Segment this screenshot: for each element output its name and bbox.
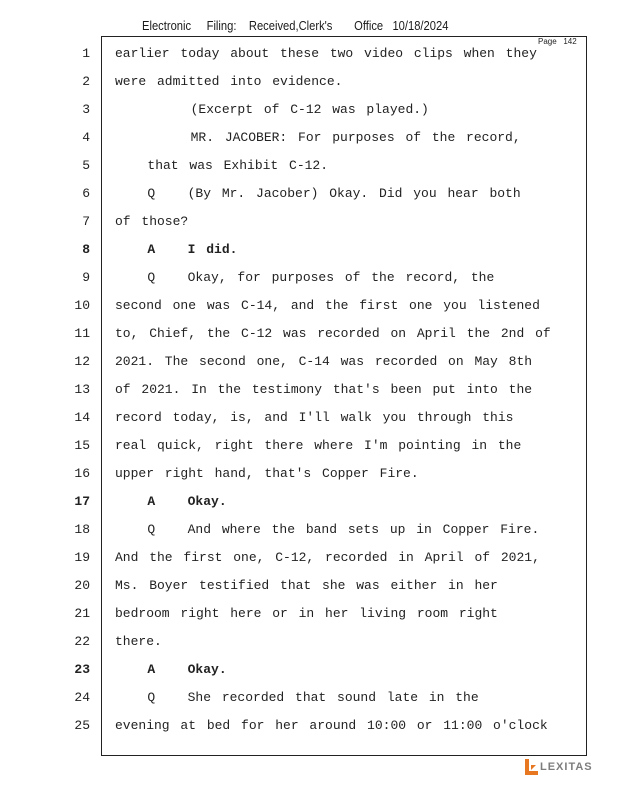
lexitas-logo bbox=[525, 758, 593, 776]
transcript-line-text: Ms. Boyer testified that she was either in her bbox=[115, 578, 498, 593]
line-number: 3 bbox=[82, 102, 90, 117]
transcript-line-text: evening at bed for her around 10:00 or 11:00 o'clock bbox=[115, 718, 548, 733]
line-number: 13 bbox=[74, 382, 90, 397]
transcript-line-text: that was Exhibit C-12. bbox=[115, 158, 329, 173]
line-number: 7 bbox=[82, 214, 90, 229]
transcript-line-text: A Okay. bbox=[115, 662, 227, 677]
line-number: 20 bbox=[74, 578, 90, 593]
line-number: 11 bbox=[74, 326, 90, 341]
line-number: 22 bbox=[74, 634, 90, 649]
transcript-line-text: And the first one, C-12, recorded in April of 2021, bbox=[115, 550, 540, 565]
lexitas-logo-icon bbox=[525, 759, 538, 775]
transcript-line-text: record today, is, and I'll walk you through this bbox=[115, 410, 514, 425]
page-number: Page 142 bbox=[538, 37, 577, 46]
line-number: 16 bbox=[74, 466, 90, 481]
line-number: 4 bbox=[82, 130, 90, 145]
line-number: 18 bbox=[74, 522, 90, 537]
transcript-line-text: A I did. bbox=[115, 242, 238, 257]
transcript-line-text: were admitted into evidence. bbox=[115, 74, 343, 89]
transcript-line-text: A Okay. bbox=[115, 494, 227, 509]
transcript-line-text: bedroom right here or in her living room right bbox=[115, 606, 498, 621]
transcript-line-text: of those? bbox=[115, 214, 189, 229]
line-number: 1 bbox=[82, 46, 90, 61]
line-number: 5 bbox=[82, 158, 90, 173]
transcript-line-text: Q (By Mr. Jacober) Okay. Did you hear both bbox=[115, 186, 521, 201]
line-number: 21 bbox=[74, 606, 90, 621]
transcript-line-text: earlier today about these two video clips when they bbox=[115, 46, 537, 61]
transcript-line-text: Q She recorded that sound late in the bbox=[115, 690, 479, 705]
line-number: 2 bbox=[82, 74, 90, 89]
transcript-line-text: to, Chief, the C-12 was recorded on April the 2nd of bbox=[115, 326, 551, 341]
line-number: 15 bbox=[74, 438, 90, 453]
line-number: 25 bbox=[74, 718, 90, 733]
line-number: 10 bbox=[74, 298, 90, 313]
transcript-line-text: 2021. The second one, C-14 was recorded on May 8th bbox=[115, 354, 533, 369]
lexitas-logo-text: LEXITAS bbox=[540, 761, 593, 773]
transcript-line-text: there. bbox=[115, 634, 162, 649]
transcript-line-text: real quick, right there where I'm pointing in the bbox=[115, 438, 522, 453]
line-number: 24 bbox=[74, 690, 90, 705]
transcript-line-text: (Excerpt of C-12 was played.) bbox=[115, 102, 429, 117]
filing-stamp: Electronic Filing: Received,Clerk's Office 10/18/2024 bbox=[142, 18, 449, 33]
line-number: 12 bbox=[74, 354, 90, 369]
transcript-line-text: Q And where the band sets up in Copper Fire. bbox=[115, 522, 540, 537]
line-number: 17 bbox=[74, 494, 90, 509]
transcript-line-text: MR. JACOBER: For purposes of the record, bbox=[115, 130, 521, 145]
line-number: 6 bbox=[82, 186, 90, 201]
line-number: 14 bbox=[74, 410, 90, 425]
transcript-line-text: second one was C-14, and the first one you listened bbox=[115, 298, 540, 313]
line-number: 9 bbox=[82, 270, 90, 285]
transcript-line-text: of 2021. In the testimony that's been put into the bbox=[115, 382, 533, 397]
line-number: 23 bbox=[74, 662, 90, 677]
line-number: 8 bbox=[82, 242, 90, 257]
transcript-line-text: Q Okay, for purposes of the record, the bbox=[115, 270, 495, 285]
line-number: 19 bbox=[74, 550, 90, 565]
transcript-line-text: upper right hand, that's Copper Fire. bbox=[115, 466, 419, 481]
